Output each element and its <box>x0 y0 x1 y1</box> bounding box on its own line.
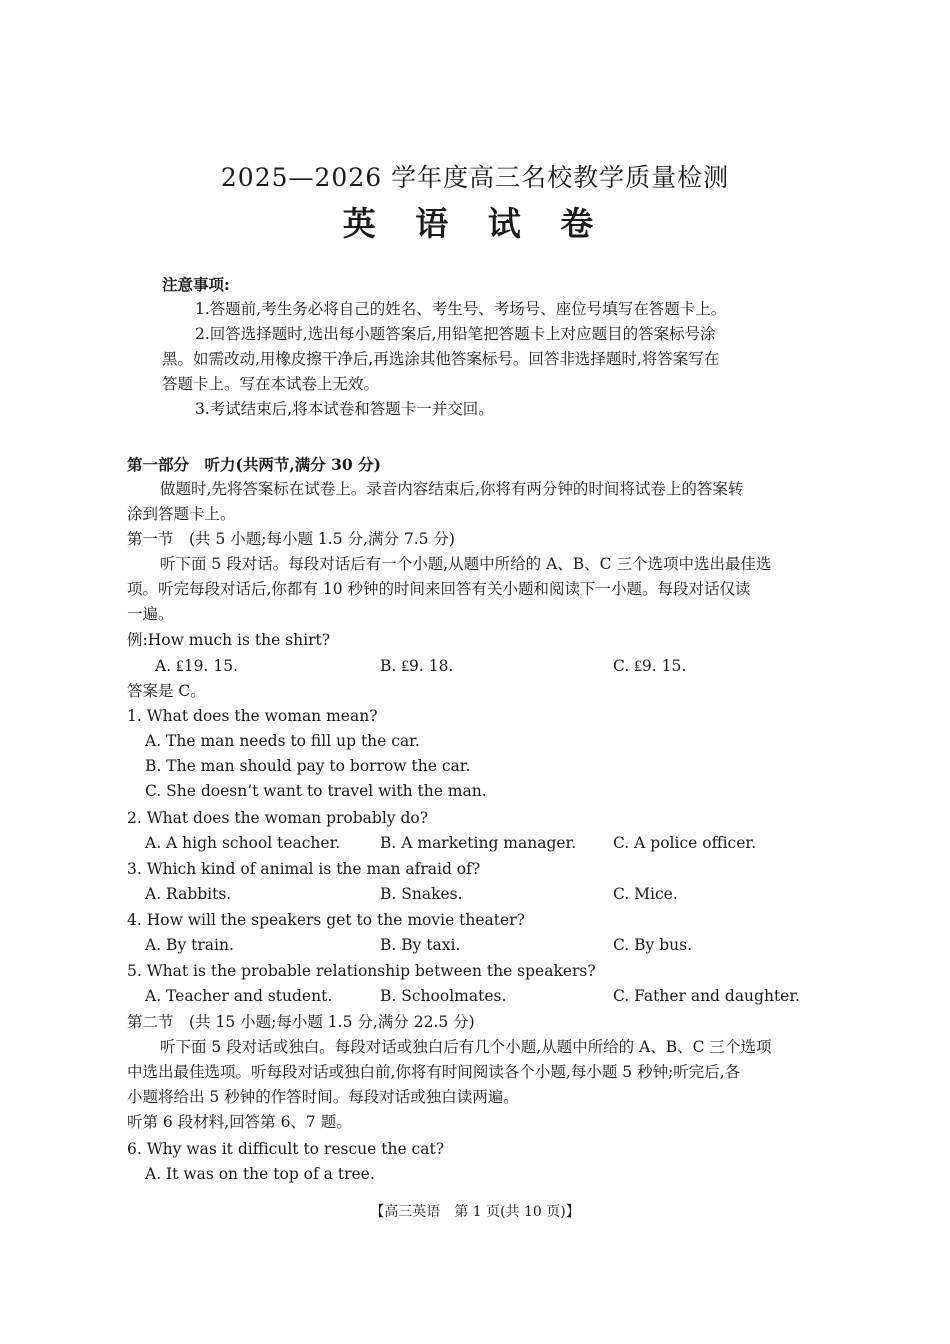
exam-title: 2025—2026 学年度高三名校教学质量检测 <box>220 163 730 192</box>
question-3: 3. Which kind of animal is the man afraid of? <box>127 860 481 878</box>
example-answer: 答案是 C。 <box>127 682 206 700</box>
question-4-option-b: B. By taxi. <box>380 936 461 954</box>
question-2-option-a: A. A high school teacher. <box>145 834 341 852</box>
part1-intro-line-1: 做题时,先将答案标在试卷上。录音内容结束后,你将有两分钟的时间将试卷上的答案转 <box>160 480 744 498</box>
question-2-option-b: B. A marketing manager. <box>380 834 577 852</box>
question-3-option-c: C. Mice. <box>613 885 678 903</box>
section2-instruction-line-2: 中选出最佳选项。听每段对话或独白前,你将有时间阅读各个小题,每小题 5 秒钟;听完后,各 <box>127 1063 741 1081</box>
question-5-option-a: A. Teacher and student. <box>145 987 333 1005</box>
notice-heading: 注意事项: <box>162 275 230 294</box>
part1-heading: 第一部分 听力(共两节,满分 30 分) <box>127 455 381 474</box>
section1-heading: 第一节 (共 5 小题;每小题 1.5 分,满分 7.5 分) <box>127 530 455 548</box>
question-1-option-b: B. The man should pay to borrow the car. <box>145 757 471 775</box>
part1-intro-line-2: 涂到答题卡上。 <box>127 505 236 523</box>
question-5-option-b: B. Schoolmates. <box>380 987 507 1005</box>
notice-item-2-line-2: 黑。如需改动,用橡皮擦干净后,再选涂其他答案标号。回答非选择题时,将答案写在 <box>162 350 720 368</box>
notice-item-3: 3.考试结束后,将本试卷和答题卡一并交回。 <box>195 400 494 418</box>
exam-subject: 英 语 试 卷 <box>342 204 608 243</box>
question-4: 4. How will the speakers get to the movie theater? <box>127 911 525 929</box>
question-6: 6. Why was it difficult to rescue the cat? <box>127 1140 445 1158</box>
material-6-instruction: 听第 6 段材料,回答第 6、7 题。 <box>127 1113 352 1131</box>
section2-instruction-line-1: 听下面 5 段对话或独白。每段对话或独白后有几个小题,从题中所给的 A、B、C 三个选项 <box>160 1038 772 1056</box>
section2-heading: 第二节 (共 15 小题;每小题 1.5 分,满分 22.5 分) <box>127 1013 475 1031</box>
notice-item-2-line-3: 答题卡上。写在本试卷上无效。 <box>162 375 380 393</box>
notice-item-1: 1.答题前,考生务必将自己的姓名、考生号、考场号、座位号填写在答题卡上。 <box>195 300 727 318</box>
question-2-option-c: C. A police officer. <box>613 834 757 852</box>
section1-instruction-line-1: 听下面 5 段对话。每段对话后有一个小题,从题中所给的 A、B、C 三个选项中选出最佳选 <box>160 555 772 573</box>
question-5-option-c: C. Father and daughter. <box>613 987 800 1005</box>
section2-instruction-line-3: 小题将给出 5 秒钟的作答时间。每段对话或独白读两遍。 <box>127 1088 519 1106</box>
question-4-option-c: C. By bus. <box>613 936 693 954</box>
question-1-option-a: A. The man needs to fill up the car. <box>145 732 420 750</box>
question-3-option-b: B. Snakes. <box>380 885 463 903</box>
section1-instruction-line-2: 项。听完每段对话后,你都有 10 秒钟的时间来回答有关小题和阅读下一小题。每段对话仅读 <box>127 580 751 598</box>
question-1-option-c: C. She doesn’t want to travel with the man. <box>145 782 487 800</box>
question-5: 5. What is the probable relationship between the speakers? <box>127 962 596 980</box>
question-6-option-a: A. It was on the top of a tree. <box>145 1165 375 1183</box>
example-option-a: A. ₤19. 15. <box>155 657 239 675</box>
section1-instruction-line-3: 一遍。 <box>127 605 174 623</box>
question-4-option-a: A. By train. <box>145 936 234 954</box>
example-option-c: C. ₤9. 15. <box>613 657 687 675</box>
question-2: 2. What does the woman probably do? <box>127 809 429 827</box>
page-footer: 【高三英语 第 1 页(共 10 页)】 <box>370 1204 580 1220</box>
example-option-b: B. ₤9. 18. <box>380 657 454 675</box>
notice-item-2-line-1: 2.回答选择题时,选出每小题答案后,用铅笔把答题卡上对应题目的答案标号涂 <box>195 325 716 343</box>
question-3-option-a: A. Rabbits. <box>145 885 232 903</box>
example-question: 例:How much is the shirt? <box>127 631 331 649</box>
question-1: 1. What does the woman mean? <box>127 707 378 725</box>
